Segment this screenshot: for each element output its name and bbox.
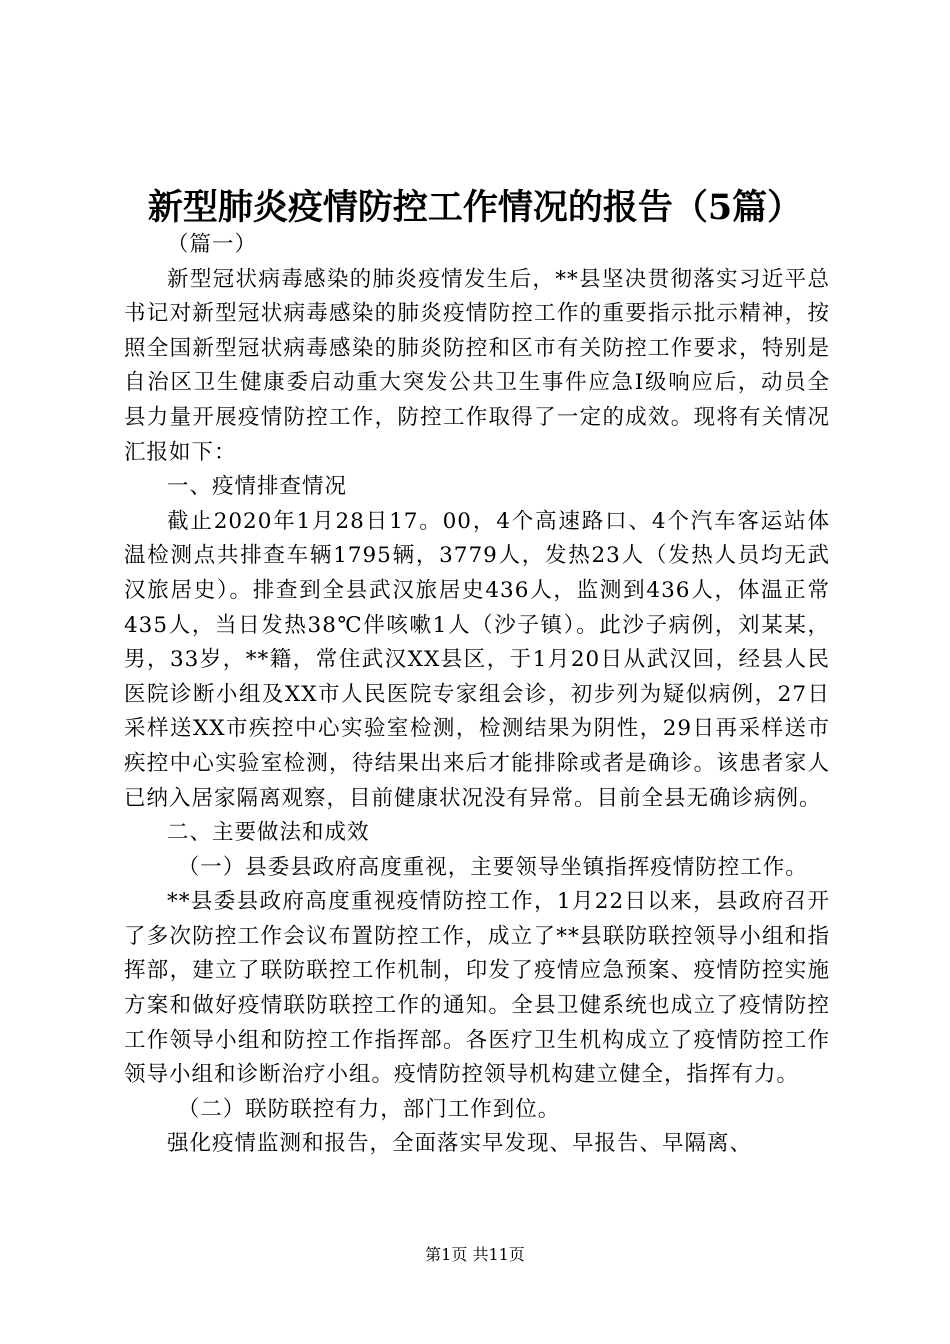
paragraph: 新型冠状病毒感染的肺炎疫情发生后，**县坚决贯彻落实习近平总书记对新型冠状病毒感染的肺炎疫情防控工作的重要指示批示精神，按照全国新型冠状病毒感染的肺炎防控和区市有关防控工作要求，特别是自治区卫生健康委启动重大突发公共卫生事件应急Ⅰ级响应后，动员全县力量开展疫情防控工作，防控工作取得了一定的成效。现将有关情况汇报如下： [124, 266, 830, 465]
section-heading: 二、主要做法和成效 [167, 820, 370, 846]
subsection-heading: （一）县委县政府高度重视，主要领导坐镇指挥疫情防控工作。 [177, 854, 808, 880]
paragraph: 截止2020年1月28日17。00，4个高速路口、4个汽车客运站体温检测点共排查车辆1795辆，3779人，发热23人（发热人员均无武汉旅居史）。排查到全县武汉旅居史436人，监测到436人，体温正常435人，当日发热38℃伴咳嗽1人（沙子镇）。此沙子病例，刘某某，男，33岁，**籍，常住武汉XX县区，于1月20日从武汉回，经县人民医院诊断小组及XX市人民医院专家组会诊，初步列为疑似病例，27日采样送XX市疾控中心实验室检测，检测结果为阴性，29日再采样送市疾控中心实验室检测，待结果出来后才能排除或者是确诊。该患者家人已纳入居家隔离观察，目前健康状况没有异常。目前全县无确诊病例。 [124, 508, 830, 811]
subsection-heading: （二）联防联控有力，部门工作到位。 [177, 1096, 561, 1122]
section-label: （篇一） [167, 232, 258, 257]
page-footer: 第1页 共11页 [425, 1245, 525, 1264]
document-body [124, 228, 830, 1162]
paragraph: 强化疫情监测和报告，全面落实早发现、早报告、早隔离、 [167, 1131, 753, 1157]
section-heading: 一、疫情排查情况 [167, 474, 348, 500]
document-title: 新型肺炎疫情防控工作情况的报告（5篇） [147, 187, 803, 228]
paragraph: **县委县政府高度重视疫情防控工作，1月22日以来，县政府召开了多次防控工作会议布置防控工作，成立了**县联防联控领导小组和指挥部，建立了联防联控工作机制，印发了疫情应急预案、疫情防控实施方案和做好疫情联防联控工作的通知。全县卫健系统也成立了疫情防控工作领导小组和防控工作指挥部。各医疗卫生机构成立了疫情防控工作领导小组和诊断治疗小组。疫情防控领导机构建立健全，指挥有力。 [124, 889, 830, 1088]
